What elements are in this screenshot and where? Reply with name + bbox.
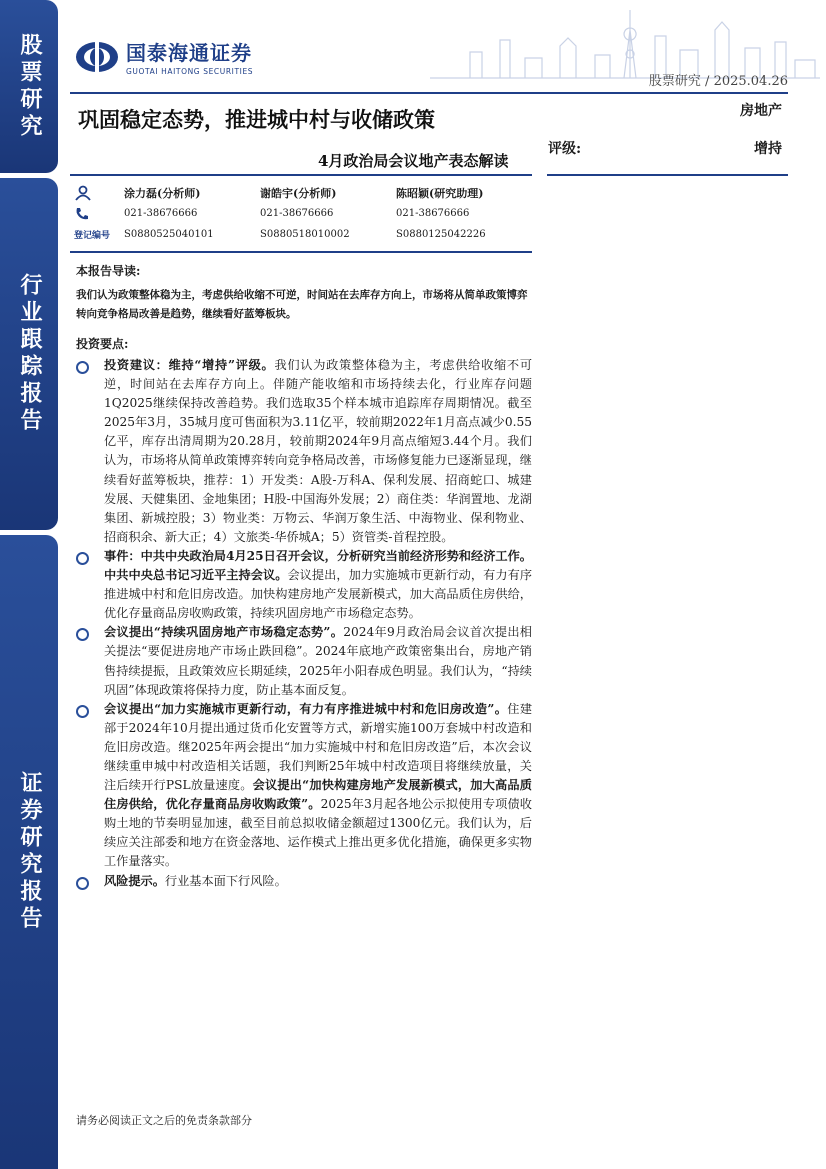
- authors-block: [74, 182, 532, 245]
- authors-divider: [70, 251, 532, 253]
- key-point-text: 2025年3月起各地公示拟使用专项债收购土地的节奏明显加速，截至目前总拟收储金额超过1300亿元。我们认为，后续应关注部委和地方在资金落地、运作模式上推出更多优化措施，确保更多实物工作量落实。: [104, 797, 532, 869]
- key-point-item: [74, 700, 532, 872]
- key-point-text: 行业基本面下行风险。: [164, 873, 287, 888]
- sidebar-tab-securities-report: [0, 535, 58, 1169]
- key-point-item: [74, 623, 532, 699]
- industry-label: 房地产: [740, 103, 782, 119]
- report-subtitle: 4月政治局会议地产表态解读: [318, 152, 509, 170]
- sidebar-tab-stock-research: [0, 0, 58, 173]
- key-point-item: [74, 872, 532, 891]
- bullet-icon: [76, 628, 89, 641]
- author-registration: S0880125042226: [396, 229, 486, 240]
- phone-icon: [74, 206, 90, 222]
- report-category-date: 股票研究 / 2025.04.26: [648, 74, 788, 89]
- skyline-watermark-icon: [430, 0, 820, 80]
- guide-summary: 我们认为政策整体稳为主，考虑供给收缩不可逆，时间站在去库存方向上，市场将从简单政策博弈转向竞争格局改善是趋势，继续看好蓝筹板块。: [76, 289, 528, 320]
- author-name: 谢皓宇(分析师): [260, 186, 337, 200]
- author-name: 涂力磊(分析师): [124, 186, 201, 200]
- key-points-heading: 投资要点:: [76, 337, 129, 351]
- rating-value: 增持: [754, 141, 782, 157]
- key-point-text: 住建部于2024年10月提出通过货币化安置等方式，新增实施100万套城中村改造和危旧房改造。继2025年两会提出“加力实施城中村和危旧房改造”后，本次会议继续重申城中村改造相关话题，我们判断25年城中村改造项目将继续放量，关注后续开行PSL放量速度。: [104, 701, 533, 793]
- bullet-icon: [76, 705, 89, 718]
- key-point-text: 我们认为政策整体稳为主，考虑供给收缩不可逆，时间站在去库存方向上。伴随产能收缩和市场持续去化，行业库存问题1Q2025继续保持改善趋势。我们选取35个样本城市追踪库存周期情况。截至2025年3月，35城月度可售面积为3.11亿平，较前期2022年1月高点减少0.55亿平，库存出清周期为20.28月，较前期2024年9月高点缩短3.44个月。我们认为，市场将从简单政策博弈转向竞争格局改善，市场修复能力已逐渐显现，继续看好蓝筹板块，推荐：1）开发类：A股-万科A、保利发展、招商蛇口、城建发展、天健集团、金地集团；H股-中国海外发展；2）商住类：华润置地、龙湖集团、新城控股；3）物业类：万物云、华润万象生活、中海物业、保利物业、招商积余、新大正；4）文旅类-华侨城A；5）资管类-首程控股。: [104, 358, 533, 544]
- key-point-lead: 会议提出“加快构建房地产发展新模式，加大高品质住房供给，优化存量商品房收购政策”。: [104, 778, 532, 812]
- author-phone: 021-38676666: [124, 208, 198, 219]
- logo-mark-icon: [74, 40, 120, 74]
- author-phone: 021-38676666: [396, 208, 470, 219]
- key-point-lead: 风险提示。: [104, 873, 165, 888]
- key-point-text: 2024年9月政治局会议首次提出相关提法“要促进房地产市场止跌回稳”。2024年底地产政策密集出台，房地产销售持续提振，且政策效应长期延续，2025年小阳春成色明显。我们认为，“持续巩固”体现政策将保持力度，防止基本面反复。: [104, 625, 532, 697]
- sidebar-tab-label: 行业跟踪报告: [17, 273, 42, 435]
- key-point-lead: 事件：中共中央政治局4月25日召开会议，分析研究当前经济形势和经济工作。中共中央总书记习近平主持会议。: [104, 548, 532, 583]
- author-phone: 021-38676666: [260, 208, 334, 219]
- report-title: 巩固稳定态势，推进城中村与收储政策: [78, 108, 435, 132]
- key-point-lead: 会议提出“加力实施城市更新行动，有力有序推进城中村和危旧房改造”。: [104, 701, 508, 716]
- logo-chinese-name: 国泰海通证券: [126, 41, 252, 65]
- authors-name-row: [74, 182, 532, 203]
- guide-heading: 本报告导读:: [76, 264, 141, 278]
- key-point-text: 会议提出，加力实施城市更新行动，有力有序推进城中村和危旧房改造。加快构建房地产发展新模式，加大高品质住房供给，优化存量商品房收购政策，持续巩固房地产市场稳定态势。: [104, 568, 533, 621]
- logo-english-name: GUOTAI HAITONG SECURITIES: [126, 67, 254, 76]
- bullet-icon: [76, 877, 89, 890]
- key-point-lead: 会议提出“持续巩固房地产市场稳定态势”。: [104, 625, 344, 640]
- author-icon: [74, 185, 92, 201]
- authors-phone-row: [74, 203, 532, 224]
- key-points-list: [74, 356, 532, 891]
- header-divider: [70, 92, 788, 94]
- bullet-icon: [76, 361, 89, 374]
- author-registration: S0880525040101: [124, 229, 214, 240]
- key-point-item: [74, 547, 532, 623]
- sidebar-tab-label: 股票研究: [17, 32, 42, 141]
- sidebar-tab-label: 证券研究报告: [17, 771, 42, 933]
- rating-label: 评级:: [548, 141, 582, 157]
- key-point-item: [74, 356, 532, 547]
- disclaimer-footer: 请务必阅读正文之后的免责条款部分: [76, 1114, 252, 1127]
- author-registration: S0880518010002: [260, 229, 350, 240]
- sidebar-tab-industry-tracking: [0, 178, 58, 530]
- sidebar: [0, 0, 58, 1169]
- company-logo: [74, 37, 253, 76]
- authors-reg-row: [74, 224, 532, 245]
- key-point-lead: 投资建议：维持“增持”评级。: [104, 358, 275, 372]
- registration-label: 登记编号: [74, 231, 111, 241]
- bullet-icon: [76, 552, 89, 565]
- title-divider: [70, 174, 532, 176]
- rating-divider: [547, 174, 788, 176]
- author-name: 陈昭颖(研究助理): [396, 186, 484, 200]
